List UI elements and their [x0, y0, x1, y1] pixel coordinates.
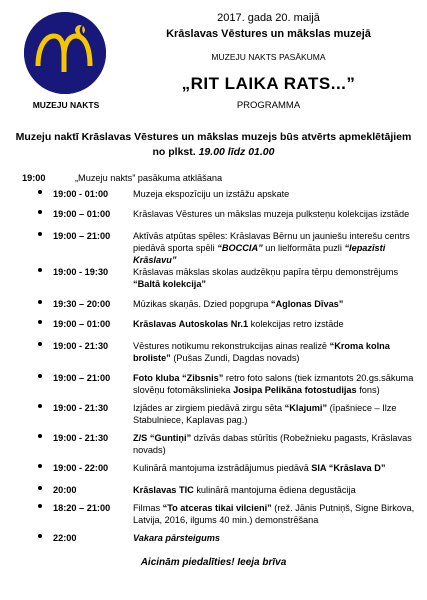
bullet-icon	[38, 232, 42, 236]
schedule-description: Aktīvās atpūtas spēles: Krāslavas Bērnu un jauniešu interešu centrs piedāvā sporta spēli “BOCCIA” un lielformāta puzli “Iepazīsti Krāslavu”	[133, 231, 410, 265]
schedule-description: Kulinārā mantojuma izstrādājumus piedāvā SIA “Krāslava D”	[133, 463, 386, 473]
schedule-time: 19:00 - 21:30	[53, 403, 109, 413]
intro-time: 19.00 līdz 01.00	[198, 146, 275, 158]
schedule-time: 19:00 - 19:30	[53, 267, 109, 277]
museum-name: Krāslavas Vēstures un mākslas muzejā	[166, 28, 371, 40]
opening-time: 19:00	[22, 173, 46, 183]
schedule-time: 22:00	[53, 533, 77, 543]
schedule-description: Krāslavas Vēstures un mākslas muzeja pulksteņu kolekcijas izstāde	[133, 209, 410, 219]
opening-text: „Muzeju nakts” pasākuma atklāšana	[75, 173, 223, 183]
schedule-time: 19:00 - 21:30	[53, 341, 109, 351]
schedule-description: Foto kluba “Zibsnis” retro foto salons (tiek izmantots 20.gs.sākuma slovēņu fotomākslinieka Josipa Pelikāna fotostudijas fons)	[133, 373, 414, 395]
schedule-description: Krāslavas Autoskolas Nr.1 kolekcijas retro izstāde	[133, 319, 344, 329]
schedule-description: Krāslavas TIC kulinārā mantojuma ēdiena degustācija	[133, 485, 356, 495]
schedule-description: Vakara pārsteigums	[133, 533, 220, 543]
schedule-description: Filmas “To atceras tikai vilcieni” (rež. Jānis Putniņš, Signe Birkova, Latvija, 2016, ilgums 40 min.) demonstrēšana	[133, 503, 415, 525]
schedule-time: 19:00 - 22:00	[53, 463, 109, 473]
footer-invitation: Aicinām piedalīties! Ieeja brīva	[140, 557, 287, 568]
bullet-icon	[38, 190, 42, 194]
bullet-icon	[38, 534, 42, 538]
schedule-description: Izjādes ar zirgiem piedāvā zirgu sēta “Klajumi” (īpašniece – Ilze Stabulniece, Kaplavas pag.)	[133, 403, 397, 425]
schedule-description: Z/S “Guntiņi” dzīvās dabas stūrītis (Robežnieku pagasts, Krāslavas novads)	[133, 433, 412, 455]
schedule-time: 19:00 – 21:00	[53, 373, 111, 383]
event-title: „RIT LAIKA RATS...”	[181, 74, 356, 93]
intro-prefix: no plkst.	[152, 146, 199, 158]
bullet-icon	[38, 320, 42, 324]
schedule-time: 19:00 – 21:00	[53, 231, 111, 241]
bullet-icon	[38, 374, 42, 378]
schedule-description: Krāslavas mākslas skolas audzēkņu papīra tērpu demonstrējums “Baltā kolekcija”	[133, 267, 399, 289]
intro-line-2	[0, 146, 427, 158]
schedule-description: Vēstures notikumu rekonstrukcijas ainas realizē “Kroma kolna broliste” (Pušas Zundi, Dagdas novads)	[133, 341, 390, 363]
bullet-icon	[38, 268, 42, 272]
bullet-icon	[38, 210, 42, 214]
bullet-icon	[38, 486, 42, 490]
logo-emblem-icon	[24, 12, 106, 94]
program-heading: PROGRAMMA	[236, 100, 301, 111]
event-type: MUZEJU NAKTS PASĀKUMA	[211, 52, 326, 62]
schedule-time: 18:20 – 21:00	[53, 503, 111, 513]
event-date: 2017. gada 20. maijā	[217, 12, 320, 24]
bullet-icon	[38, 464, 42, 468]
schedule-time: 19:00 – 01:00	[53, 209, 111, 219]
bullet-icon	[38, 434, 42, 438]
schedule-description: Muzeja ekspozīciju un izstāžu apskate	[133, 189, 290, 199]
bullet-icon	[38, 300, 42, 304]
bullet-icon	[38, 504, 42, 508]
schedule-time: 19:00 – 01:00	[53, 319, 111, 329]
intro-line-1: Muzeju naktī Krāslavas Vēstures un mākslas muzejs būs atvērts apmeklētājiem	[15, 131, 412, 143]
schedule-description: Mūzikas skaņās. Dzied popgrupa “Aglonas Dīvas”	[133, 299, 344, 309]
schedule-time: 19:30 – 20:00	[53, 299, 111, 309]
muzeju-nakts-logo	[24, 12, 106, 94]
schedule-time: 19:00 - 21:30	[53, 433, 109, 443]
bullet-icon	[38, 404, 42, 408]
bullet-icon	[38, 342, 42, 346]
logo-label: MUZEJU NAKTS	[32, 100, 100, 110]
schedule-time: 19:00 - 01:00	[53, 189, 109, 199]
schedule-time: 20:00	[53, 485, 77, 495]
